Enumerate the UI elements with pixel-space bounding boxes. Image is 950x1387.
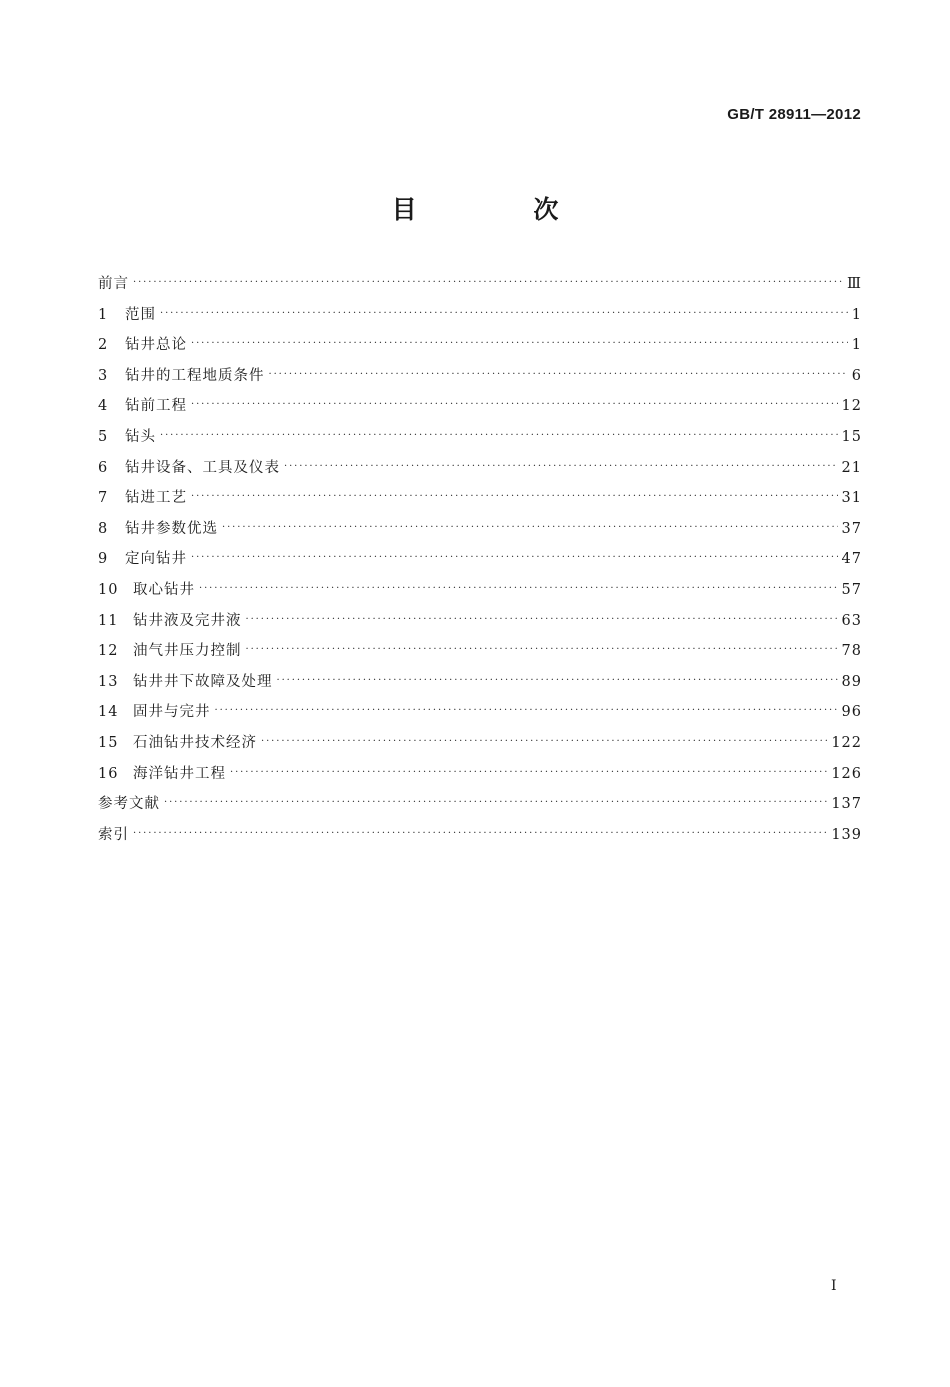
toc-entry-number: 6: [98, 459, 109, 476]
dot-leader: [230, 762, 827, 784]
toc-entry[interactable]: [98, 701, 862, 732]
toc-entry-number: 7: [98, 490, 109, 507]
toc-entry-page: 139: [831, 826, 862, 843]
toc-entry[interactable]: [98, 334, 862, 365]
dot-leader: [269, 364, 848, 386]
toc-entry-number: 15: [98, 734, 119, 751]
toc-entry-label: 钻井设备、工具及仪表: [125, 459, 280, 476]
toc-entry-number: 16: [98, 765, 119, 782]
toc-entry-label: 钻井参数优选: [125, 520, 218, 537]
toc-entry[interactable]: [98, 640, 862, 671]
toc-entry-page: 1: [851, 306, 862, 323]
dot-leader: [284, 456, 838, 478]
toc-entry-label: 定向钻井: [125, 551, 187, 568]
toc-entry[interactable]: [98, 273, 862, 304]
toc-entry-number: 12: [98, 643, 119, 660]
toc-entry-page: 89: [841, 673, 862, 690]
toc-entry[interactable]: [98, 426, 862, 457]
toc-entry-label: 钻井的工程地质条件: [125, 367, 265, 384]
dot-leader: [215, 700, 838, 722]
toc-entry-label: 钻头: [125, 428, 156, 445]
standard-code: GB/T 28911—2012: [727, 106, 861, 123]
dot-leader: [222, 517, 838, 539]
toc-entry[interactable]: [98, 304, 862, 335]
page-title: 目 次: [391, 195, 613, 224]
toc-entry-page: 57: [841, 581, 862, 598]
toc-entry-number: 5: [98, 428, 109, 445]
toc-entry-page: 47: [841, 551, 862, 568]
toc-entry-number: 1: [98, 306, 109, 323]
page-number: Ⅰ: [831, 1278, 837, 1294]
dot-leader: [191, 333, 848, 355]
toc-entry-label: 钻前工程: [125, 398, 187, 415]
toc-entry-number: 13: [98, 673, 119, 690]
toc-entry-number: 2: [98, 337, 109, 354]
toc-entry-label: 钻井液及完井液: [133, 612, 242, 629]
toc-entry[interactable]: [98, 793, 862, 824]
dot-leader: [246, 609, 838, 631]
toc-entry[interactable]: [98, 579, 862, 610]
toc-entry[interactable]: [98, 763, 862, 794]
toc-entry-number: 11: [98, 612, 119, 629]
toc-entry[interactable]: [98, 365, 862, 396]
toc-entry-page: Ⅲ: [847, 276, 862, 292]
dot-leader: [133, 823, 827, 845]
toc-entry-page: 31: [841, 490, 862, 507]
dot-leader: [261, 731, 827, 753]
toc-entry-number: 4: [98, 398, 109, 415]
toc-entry-label: 钻进工艺: [125, 490, 187, 507]
toc-entry[interactable]: [98, 732, 862, 763]
toc-entry-page: 126: [831, 765, 862, 782]
toc-entry-page: 15: [841, 428, 862, 445]
toc-entry[interactable]: [98, 487, 862, 518]
dot-leader: [191, 394, 838, 416]
toc-entry-number: 9: [98, 551, 109, 568]
toc-entry-page: 12: [841, 398, 862, 415]
dot-leader: [191, 547, 838, 569]
toc-entry-number: 3: [98, 367, 109, 384]
toc-entry-page: 63: [841, 612, 862, 629]
dot-leader: [160, 303, 848, 325]
toc-entry-number: 8: [98, 520, 109, 537]
toc-entry-label: 石油钻井技术经济: [133, 734, 257, 751]
toc-entry-page: 122: [831, 734, 862, 751]
toc-entry-page: 6: [851, 367, 862, 384]
dot-leader: [164, 792, 827, 814]
toc-entry-label: 参考文献: [98, 796, 160, 813]
toc-entry-number: 14: [98, 704, 119, 721]
toc-entry-label: 海洋钻井工程: [133, 765, 226, 782]
toc-entry[interactable]: [98, 457, 862, 488]
toc-entry-label: 取心钻井: [133, 581, 195, 598]
toc-entry-label: 油气井压力控制: [133, 643, 242, 660]
toc-entry-page: 78: [841, 643, 862, 660]
toc-entry-page: 21: [841, 459, 862, 476]
toc-entry[interactable]: [98, 395, 862, 426]
toc-entry-page: 96: [841, 704, 862, 721]
toc-entry-page: 137: [831, 796, 862, 813]
toc-entry[interactable]: [98, 548, 862, 579]
toc-entry[interactable]: [98, 610, 862, 641]
table-of-contents: [98, 273, 862, 854]
dot-leader: [277, 670, 838, 692]
toc-entry-label: 钻井总论: [125, 337, 187, 354]
toc-entry-label: 索引: [98, 826, 129, 843]
toc-entry[interactable]: [98, 671, 862, 702]
dot-leader: [191, 486, 838, 508]
toc-entry-number: 10: [98, 581, 119, 598]
toc-entry-label: 范围: [125, 306, 156, 323]
toc-entry[interactable]: [98, 824, 862, 855]
dot-leader: [199, 578, 838, 600]
toc-entry[interactable]: [98, 518, 862, 549]
dot-leader: [160, 425, 838, 447]
toc-entry-page: 37: [841, 520, 862, 537]
toc-entry-label: 前言: [98, 276, 129, 292]
dot-leader: [246, 639, 838, 661]
dot-leader: [133, 272, 843, 294]
toc-entry-page: 1: [851, 337, 862, 354]
toc-entry-label: 固井与完井: [133, 704, 211, 721]
toc-entry-label: 钻井井下故障及处理: [133, 673, 273, 690]
